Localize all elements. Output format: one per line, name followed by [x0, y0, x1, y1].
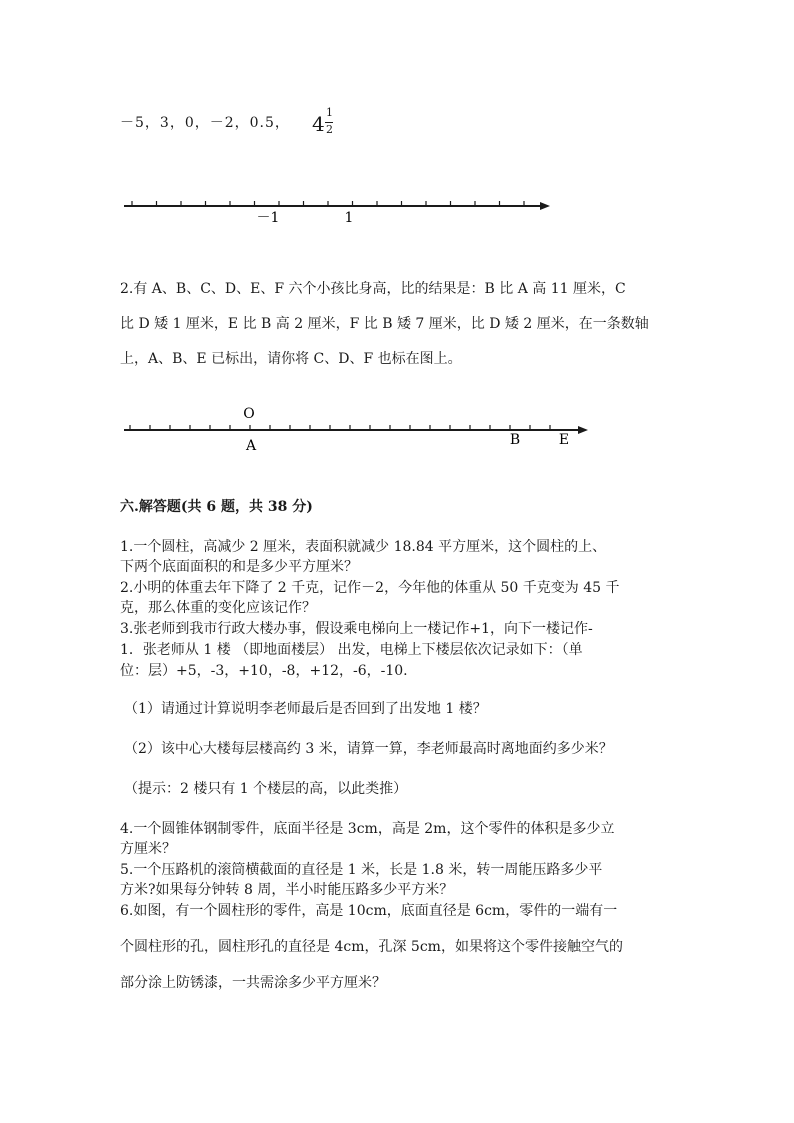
s6-q4-line-2: 方厘米？ [120, 841, 176, 857]
s6-q3-sub-1: （1）请通过计算说明李老师最后是否回到了出发地 1 楼？ [124, 701, 487, 717]
fraction-numerator: 1 [326, 106, 333, 119]
q2-line-3: 上，A、B、E 已标出，请你将 C、D、F 也标在图上。 [120, 351, 462, 367]
s6-q4-line-1: 4.一个圆锥体钢制零件，底面半径是 3cm，高是 2m，这个零件的体积是多少立 [120, 821, 615, 837]
s6-q5-line-2: 方米?如果每分钟转 8 周，半小时能压路多少平方米？ [120, 882, 454, 898]
s6-q6-line-3: 部分涂上防锈漆，一共需涂多少平方厘米？ [120, 975, 386, 991]
s6-q6-line-1: 6.如图，有一个圆柱形的零件，高是 10cm，底面直径是 6cm，零件的一端有一 [120, 903, 618, 919]
s6-q3-line-2: 1．张老师从 1 楼 （即地面楼层） 出发，电梯上下楼层依次记录如下：（单 [120, 642, 583, 658]
s6-q1-line-2: 下两个底面面积的和是多少平方厘米？ [120, 559, 358, 575]
s6-q6-line-2: 个圆柱形的孔，圆柱形孔的直径是 4cm，孔深 5cm，如果将这个零件接触空气的 [120, 939, 623, 955]
number-line-1-label-neg1: －1 [256, 210, 280, 226]
s6-q2-line-1: 2.小明的体重去年下降了 2 千克，记作－2，今年他的体重从 50 千克变为 45 千 [120, 580, 620, 596]
fraction-whole: 4 [312, 112, 325, 136]
q2-line-1: 2.有 A、B、C、D、E、F 六个小孩比身高，比的结果是：B 比 A 高 11 厘米，C [120, 281, 626, 297]
section-6-heading: 六.解答题(共 6 题，共 38 分) [120, 499, 313, 515]
number-list: －5，3，0，－2，0.5， [120, 115, 290, 131]
s6-q1-line-1: 1.一个圆柱，高减少 2 厘米，表面积就减少 18.84 平方厘米，这个圆柱的上、 [120, 539, 607, 555]
s6-q3-hint: （提示：2 楼只有 1 个楼层的高，以此类推） [124, 781, 408, 797]
number-line-1-label-1: 1 [344, 210, 354, 226]
s6-q2-line-2: 克，那么体重的变化应该记作？ [120, 600, 316, 616]
number-line-2-label-e: E [558, 432, 570, 448]
number-line-2-origin-label: O [243, 406, 255, 422]
number-line-1-arrow [540, 202, 550, 210]
s6-q3-line-3: 位：层）+5，-3，+10，-8，+12，-6，-10. [120, 663, 408, 679]
fraction-denominator: 2 [326, 123, 333, 136]
s6-q5-line-1: 5.一个压路机的滚筒横截面的直径是 1 米，长是 1.8 米，转一周能压路多少平 [120, 862, 603, 878]
number-line-2-label-a: A [245, 438, 257, 454]
q2-line-2: 比 D 矮 1 厘米，E 比 B 高 2 厘米，F 比 B 矮 7 厘米，比 D 矮 2 厘米，在一条数轴 [120, 316, 649, 332]
s6-q3-line-1: 3.张老师到我市行政大楼办事，假设乘电梯向上一楼记作+1，向下一楼记作- [120, 621, 593, 637]
s6-q3-sub-2: （2）该中心大楼每层楼高约 3 米，请算一算，李老师最高时离地面约多少米？ [124, 741, 613, 757]
number-line-2-label-b: B [509, 432, 521, 448]
number-line-2-arrow [578, 426, 588, 434]
